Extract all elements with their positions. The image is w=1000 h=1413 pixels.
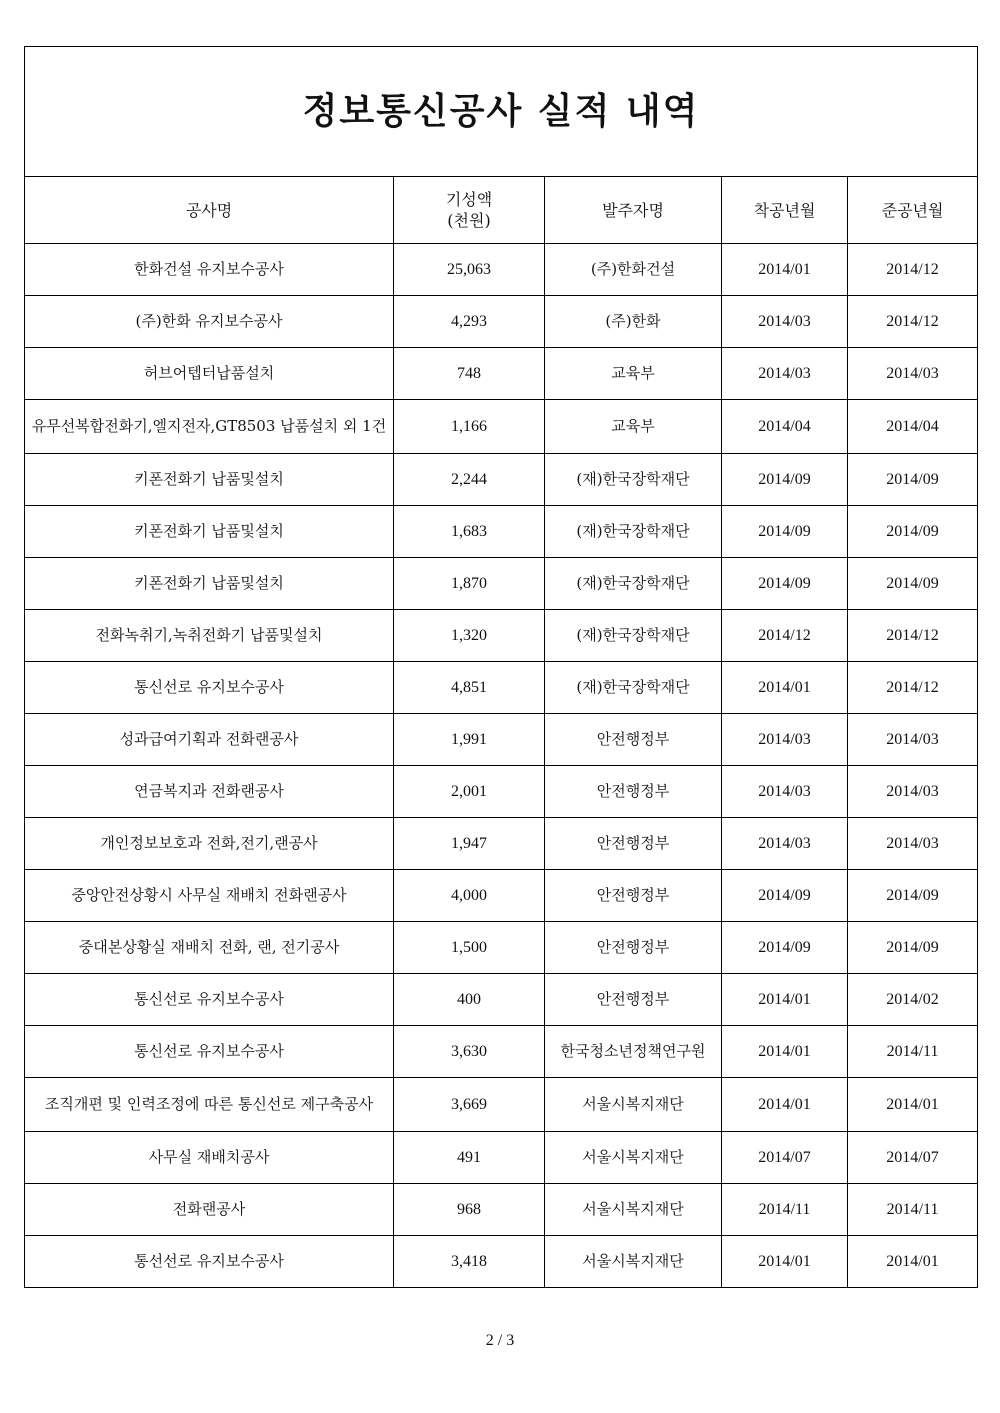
cell-end: 2014/12 bbox=[848, 610, 978, 662]
table-row bbox=[25, 506, 978, 558]
cell-start: 2014/12 bbox=[722, 610, 848, 662]
cell-name: 조직개편 및 인력조정에 따른 통신선로 제구축공사 bbox=[25, 1078, 394, 1132]
header-start: 착공년월 bbox=[722, 177, 848, 244]
cell-amount: 1,870 bbox=[394, 558, 545, 610]
table-row bbox=[25, 870, 978, 922]
table-row bbox=[25, 400, 978, 454]
cell-name: 한화건설 유지보수공사 bbox=[25, 244, 394, 296]
cell-start: 2014/09 bbox=[722, 922, 848, 974]
header-client: 발주자명 bbox=[545, 177, 722, 244]
cell-end: 2014/09 bbox=[848, 506, 978, 558]
cell-name: 중앙안전상황시 사무실 재배치 전화랜공사 bbox=[25, 870, 394, 922]
cell-name: 유무선복합전화기,엘지전자,GT8503 납품설치 외 1건 bbox=[25, 400, 394, 454]
cell-amount: 2,244 bbox=[394, 454, 545, 506]
cell-end: 2014/09 bbox=[848, 454, 978, 506]
table-row bbox=[25, 922, 978, 974]
cell-client: 서울시복지재단 bbox=[545, 1078, 722, 1132]
cell-amount: 1,320 bbox=[394, 610, 545, 662]
cell-client: 안전행정부 bbox=[545, 870, 722, 922]
cell-start: 2014/01 bbox=[722, 1026, 848, 1078]
cell-name: 통신선로 유지보수공사 bbox=[25, 1026, 394, 1078]
cell-end: 2014/09 bbox=[848, 870, 978, 922]
cell-start: 2014/03 bbox=[722, 348, 848, 400]
cell-amount: 400 bbox=[394, 974, 545, 1026]
table-row bbox=[25, 610, 978, 662]
cell-amount: 1,991 bbox=[394, 714, 545, 766]
cell-name: 허브어텝터납품설치 bbox=[25, 348, 394, 400]
table-header-row bbox=[25, 177, 978, 244]
table-row bbox=[25, 1078, 978, 1132]
page-number: 2 / 3 bbox=[485, 1332, 515, 1349]
table-row bbox=[25, 558, 978, 610]
cell-client: 서울시복지재단 bbox=[545, 1184, 722, 1236]
cell-name: (주)한화 유지보수공사 bbox=[25, 296, 394, 348]
cell-start: 2014/01 bbox=[722, 244, 848, 296]
cell-start: 2014/03 bbox=[722, 714, 848, 766]
cell-name: 통신선로 유지보수공사 bbox=[25, 974, 394, 1026]
header-amount-line2: (천원) bbox=[447, 211, 491, 230]
cell-start: 2014/09 bbox=[722, 454, 848, 506]
cell-start: 2014/01 bbox=[722, 1078, 848, 1132]
cell-client: (재)한국장학재단 bbox=[545, 558, 722, 610]
cell-amount: 4,000 bbox=[394, 870, 545, 922]
cell-start: 2014/01 bbox=[722, 1236, 848, 1288]
cell-client: 서울시복지재단 bbox=[545, 1132, 722, 1184]
cell-name: 연금복지과 전화랜공사 bbox=[25, 766, 394, 818]
table-row bbox=[25, 348, 978, 400]
cell-start: 2014/09 bbox=[722, 558, 848, 610]
cell-amount: 1,683 bbox=[394, 506, 545, 558]
cell-amount: 2,001 bbox=[394, 766, 545, 818]
performance-table bbox=[24, 46, 978, 1288]
table-row bbox=[25, 818, 978, 870]
cell-end: 2014/12 bbox=[848, 662, 978, 714]
cell-amount: 968 bbox=[394, 1184, 545, 1236]
table-row bbox=[25, 296, 978, 348]
cell-name: 키폰전화기 납품및설치 bbox=[25, 558, 394, 610]
cell-name: 키폰전화기 납품및설치 bbox=[25, 506, 394, 558]
cell-end: 2014/12 bbox=[848, 296, 978, 348]
cell-client: 한국청소년정책연구원 bbox=[545, 1026, 722, 1078]
cell-amount: 748 bbox=[394, 348, 545, 400]
cell-start: 2014/03 bbox=[722, 766, 848, 818]
cell-end: 2014/03 bbox=[848, 818, 978, 870]
cell-end: 2014/01 bbox=[848, 1236, 978, 1288]
cell-amount: 25,063 bbox=[394, 244, 545, 296]
cell-amount: 3,630 bbox=[394, 1026, 545, 1078]
cell-amount: 3,418 bbox=[394, 1236, 545, 1288]
table-row bbox=[25, 974, 978, 1026]
table-row bbox=[25, 454, 978, 506]
cell-end: 2014/03 bbox=[848, 348, 978, 400]
cell-client: 안전행정부 bbox=[545, 714, 722, 766]
cell-end: 2014/11 bbox=[848, 1026, 978, 1078]
cell-amount: 4,293 bbox=[394, 296, 545, 348]
cell-start: 2014/03 bbox=[722, 818, 848, 870]
table-row bbox=[25, 1184, 978, 1236]
cell-end: 2014/09 bbox=[848, 922, 978, 974]
table-row bbox=[25, 714, 978, 766]
cell-client: (주)한화 bbox=[545, 296, 722, 348]
cell-client: 안전행정부 bbox=[545, 974, 722, 1026]
cell-start: 2014/01 bbox=[722, 662, 848, 714]
cell-client: 교육부 bbox=[545, 400, 722, 454]
cell-client: 교육부 bbox=[545, 348, 722, 400]
header-name: 공사명 bbox=[25, 177, 394, 244]
cell-amount: 1,500 bbox=[394, 922, 545, 974]
cell-client: 안전행정부 bbox=[545, 766, 722, 818]
cell-start: 2014/01 bbox=[722, 974, 848, 1026]
cell-end: 2014/07 bbox=[848, 1132, 978, 1184]
cell-end: 2014/04 bbox=[848, 400, 978, 454]
cell-start: 2014/03 bbox=[722, 296, 848, 348]
cell-start: 2014/07 bbox=[722, 1132, 848, 1184]
header-amount-line1: 기성액 bbox=[445, 190, 493, 209]
cell-end: 2014/09 bbox=[848, 558, 978, 610]
cell-amount: 4,851 bbox=[394, 662, 545, 714]
cell-end: 2014/03 bbox=[848, 714, 978, 766]
page-title: 정보통신공사 실적 내역 bbox=[25, 47, 978, 177]
cell-start: 2014/09 bbox=[722, 870, 848, 922]
cell-end: 2014/02 bbox=[848, 974, 978, 1026]
cell-end: 2014/01 bbox=[848, 1078, 978, 1132]
cell-start: 2014/09 bbox=[722, 506, 848, 558]
cell-name: 전화랜공사 bbox=[25, 1184, 394, 1236]
cell-client: 안전행정부 bbox=[545, 922, 722, 974]
cell-client: (재)한국장학재단 bbox=[545, 506, 722, 558]
table-row bbox=[25, 244, 978, 296]
cell-amount: 3,669 bbox=[394, 1078, 545, 1132]
cell-amount: 1,166 bbox=[394, 400, 545, 454]
cell-name: 성과급여기획과 전화랜공사 bbox=[25, 714, 394, 766]
cell-start: 2014/11 bbox=[722, 1184, 848, 1236]
table-row bbox=[25, 662, 978, 714]
table-row bbox=[25, 1236, 978, 1288]
header-amount bbox=[394, 177, 545, 244]
cell-end: 2014/03 bbox=[848, 766, 978, 818]
cell-client: 서울시복지재단 bbox=[545, 1236, 722, 1288]
cell-name: 통신선로 유지보수공사 bbox=[25, 662, 394, 714]
cell-name: 사무실 재배치공사 bbox=[25, 1132, 394, 1184]
table-row bbox=[25, 1026, 978, 1078]
cell-amount: 1,947 bbox=[394, 818, 545, 870]
cell-end: 2014/12 bbox=[848, 244, 978, 296]
cell-client: (재)한국장학재단 bbox=[545, 454, 722, 506]
cell-name: 개인정보보호과 전화,전기,랜공사 bbox=[25, 818, 394, 870]
table-row bbox=[25, 766, 978, 818]
cell-name: 키폰전화기 납품및설치 bbox=[25, 454, 394, 506]
cell-name: 전화녹취기,녹취전화기 납품및설치 bbox=[25, 610, 394, 662]
cell-client: 안전행정부 bbox=[545, 818, 722, 870]
cell-client: (재)한국장학재단 bbox=[545, 610, 722, 662]
cell-client: (주)한화건설 bbox=[545, 244, 722, 296]
cell-name: 통선선로 유지보수공사 bbox=[25, 1236, 394, 1288]
cell-amount: 491 bbox=[394, 1132, 545, 1184]
cell-start: 2014/04 bbox=[722, 400, 848, 454]
table-row bbox=[25, 1132, 978, 1184]
cell-name: 중대본상황실 재배치 전화, 랜, 전기공사 bbox=[25, 922, 394, 974]
cell-client: (재)한국장학재단 bbox=[545, 662, 722, 714]
header-end: 준공년월 bbox=[848, 177, 978, 244]
cell-end: 2014/11 bbox=[848, 1184, 978, 1236]
